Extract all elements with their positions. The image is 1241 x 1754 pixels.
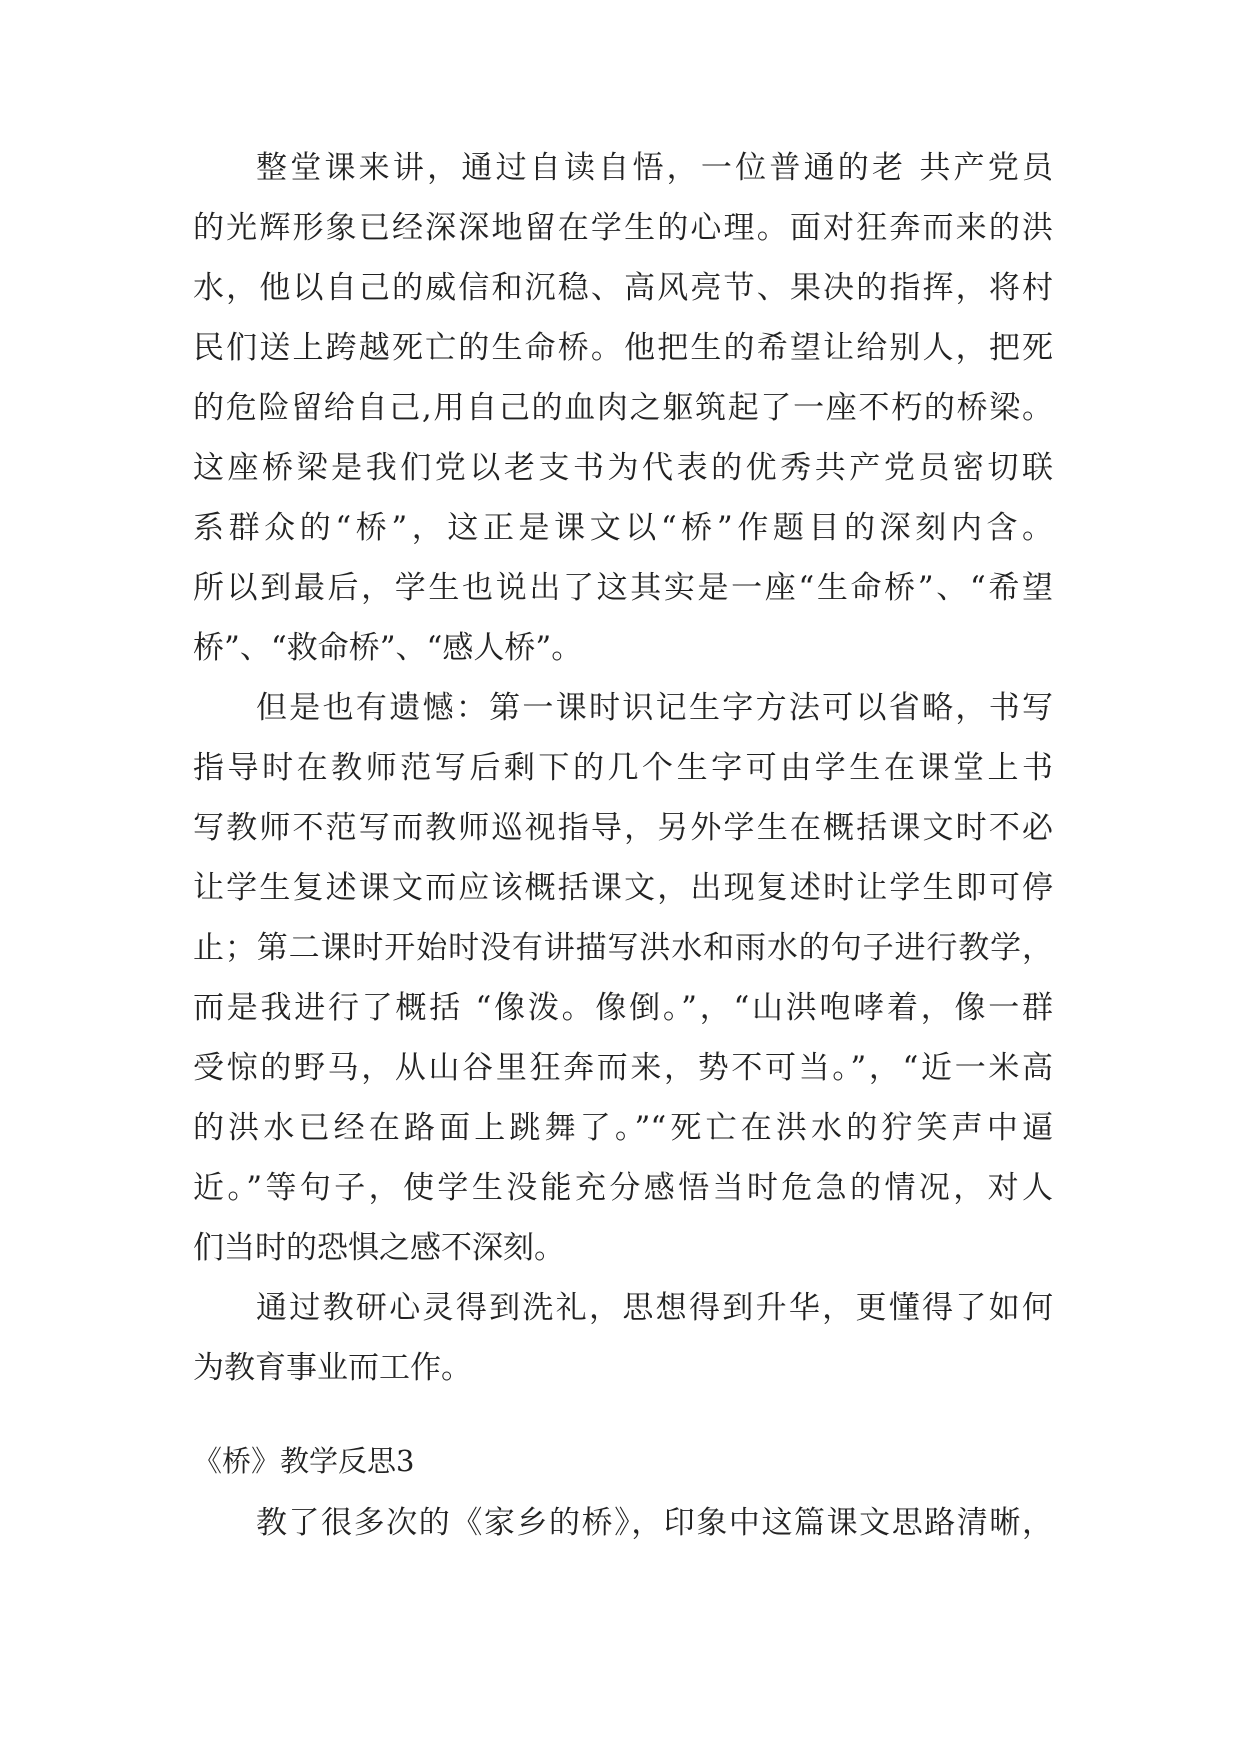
paragraph-1-line-4: 民们送上跨越死亡的生命桥。他把生的希望让给别人，把死: [193, 330, 1053, 366]
paragraph-3-line-2: 为教育事业而工作。: [193, 1350, 472, 1386]
paragraph-2-line-8: 的洪水已经在路面上跳舞了。”“死亡在洪水的狞笑声中逼: [193, 1110, 1053, 1146]
paragraph-2-line-3: 写教师不范写而教师巡视指导，另外学生在概括课文时不必: [193, 810, 1053, 846]
paragraph-1-line-2: 的光辉形象已经深深地留在学生的心理。面对狂奔而来的洪: [193, 210, 1053, 246]
paragraph-4-line-1: 教了很多次的《家乡的桥》，印象中这篇课文思路清晰，: [256, 1505, 1053, 1541]
paragraph-2-line-1: 但是也有遗憾：第一课时识记生字方法可以省略，书写: [256, 690, 1053, 726]
paragraph-1-line-5: 的危险留给自己,用自己的血肉之躯筑起了一座不朽的桥梁。: [193, 390, 1053, 426]
paragraph-2-line-6: 而是我进行了概括 “像泼。像倒。”，“山洪咆哮着，像一群: [193, 990, 1053, 1026]
paragraph-2-line-7: 受惊的野马，从山谷里狂奔而来，势不可当。”，“近一米高: [193, 1050, 1053, 1086]
paragraph-1-line-9: 桥”、“救命桥”、“感人桥”。: [193, 630, 583, 666]
paragraph-2-line-4: 让学生复述课文而应该概括课文，出现复述时让学生即可停: [193, 870, 1053, 906]
paragraph-2-line-2: 指导时在教师范写后剩下的几个生字可由学生在课堂上书: [193, 750, 1053, 786]
paragraph-1-line-8: 所以到最后，学生也说出了这其实是一座“生命桥”、“希望: [193, 570, 1053, 606]
paragraph-1-line-7: 系群众的“桥”，这正是课文以“桥”作题目的深刻内含。: [193, 510, 1053, 546]
paragraph-3-line-1: 通过教研心灵得到洗礼，思想得到升华，更懂得了如何: [256, 1290, 1053, 1326]
paragraph-1-line-6: 这座桥梁是我们党以老支书为代表的优秀共产党员密切联: [193, 450, 1053, 486]
paragraph-2-line-10: 们当时的恐惧之感不深刻。: [193, 1230, 565, 1266]
paragraph-1-line-3: 水，他以自己的威信和沉稳、高风亮节、果决的指挥，将村: [193, 270, 1053, 306]
paragraph-2-line-9: 近。”等句子，使学生没能充分感悟当时危急的情况，对人: [193, 1170, 1053, 1206]
paragraph-2-line-5: 止；第二课时开始时没有讲描写洪水和雨水的句子进行教学，: [193, 930, 1053, 966]
section-heading: 《桥》教学反思3: [193, 1444, 415, 1478]
paragraph-1-line-1: 整堂课来讲，通过自读自悟，一位普通的老 共产党员: [256, 150, 1053, 186]
